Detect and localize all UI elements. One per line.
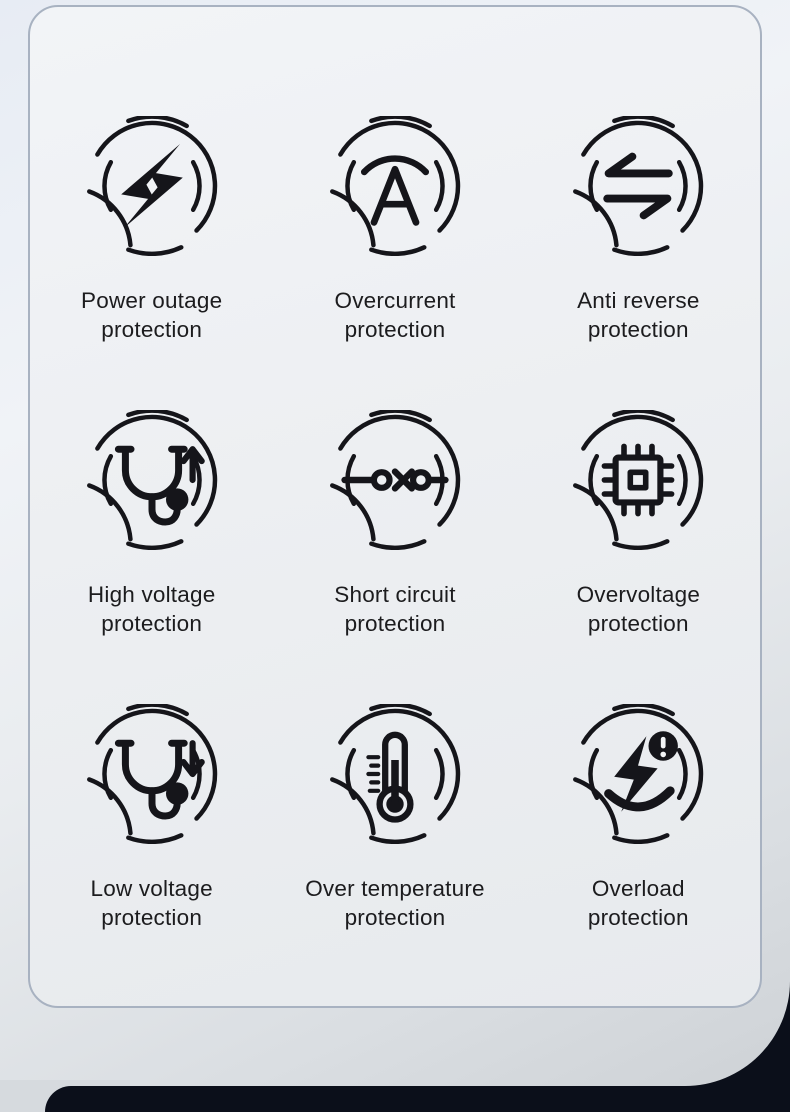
feature-name: Overload (591, 876, 685, 901)
feature-suffix: protection (101, 611, 203, 636)
feature-name: High voltage (87, 582, 216, 607)
feature-name: Overvoltage (576, 582, 701, 607)
feature-suffix: protection (587, 317, 689, 342)
feature-name: Power outage (81, 288, 223, 313)
overload-bolt-alert-icon (568, 704, 708, 844)
microchip-icon (568, 410, 708, 550)
feature-label (577, 286, 699, 344)
feature-low-voltage (30, 704, 273, 934)
feature-label (88, 580, 215, 638)
feature-label (305, 874, 485, 932)
feature-label (334, 580, 455, 638)
feature-anti-reverse (517, 116, 760, 346)
feature-name: Over temperature (305, 876, 485, 901)
feature-suffix: protection (101, 905, 203, 930)
feature-suffix: protection (101, 317, 203, 342)
feature-suffix: protection (587, 611, 689, 636)
power-outage-bolt-icon (82, 116, 222, 256)
feature-label (335, 286, 456, 344)
feature-overvoltage (517, 410, 760, 640)
feature-suffix: protection (344, 905, 446, 930)
thermometer-icon (325, 704, 465, 844)
voltage-probe-up-arrow-icon (82, 410, 222, 550)
reverse-arrows-icon (568, 116, 708, 256)
feature-power-outage (30, 116, 273, 346)
feature-name: Short circuit (334, 582, 456, 607)
feature-suffix: protection (344, 317, 446, 342)
short-circuit-terminals-icon (325, 410, 465, 550)
feature-name: Overcurrent (334, 288, 456, 313)
feature-grid (30, 116, 760, 934)
feature-suffix: protection (587, 905, 689, 930)
feature-overload (517, 704, 760, 934)
feature-suffix: protection (344, 611, 446, 636)
feature-label (91, 874, 213, 932)
feature-over-temperature (273, 704, 516, 934)
voltage-probe-down-arrow-icon (82, 704, 222, 844)
feature-name: Anti reverse (577, 288, 700, 313)
feature-overcurrent (273, 116, 516, 346)
feature-label (588, 874, 689, 932)
ampere-arc-icon (325, 116, 465, 256)
feature-label (81, 286, 222, 344)
feature-name: Low voltage (90, 876, 213, 901)
feature-high-voltage (30, 410, 273, 640)
dark-footer-band (45, 1086, 790, 1112)
feature-label (577, 580, 701, 638)
feature-short-circuit (273, 410, 516, 640)
